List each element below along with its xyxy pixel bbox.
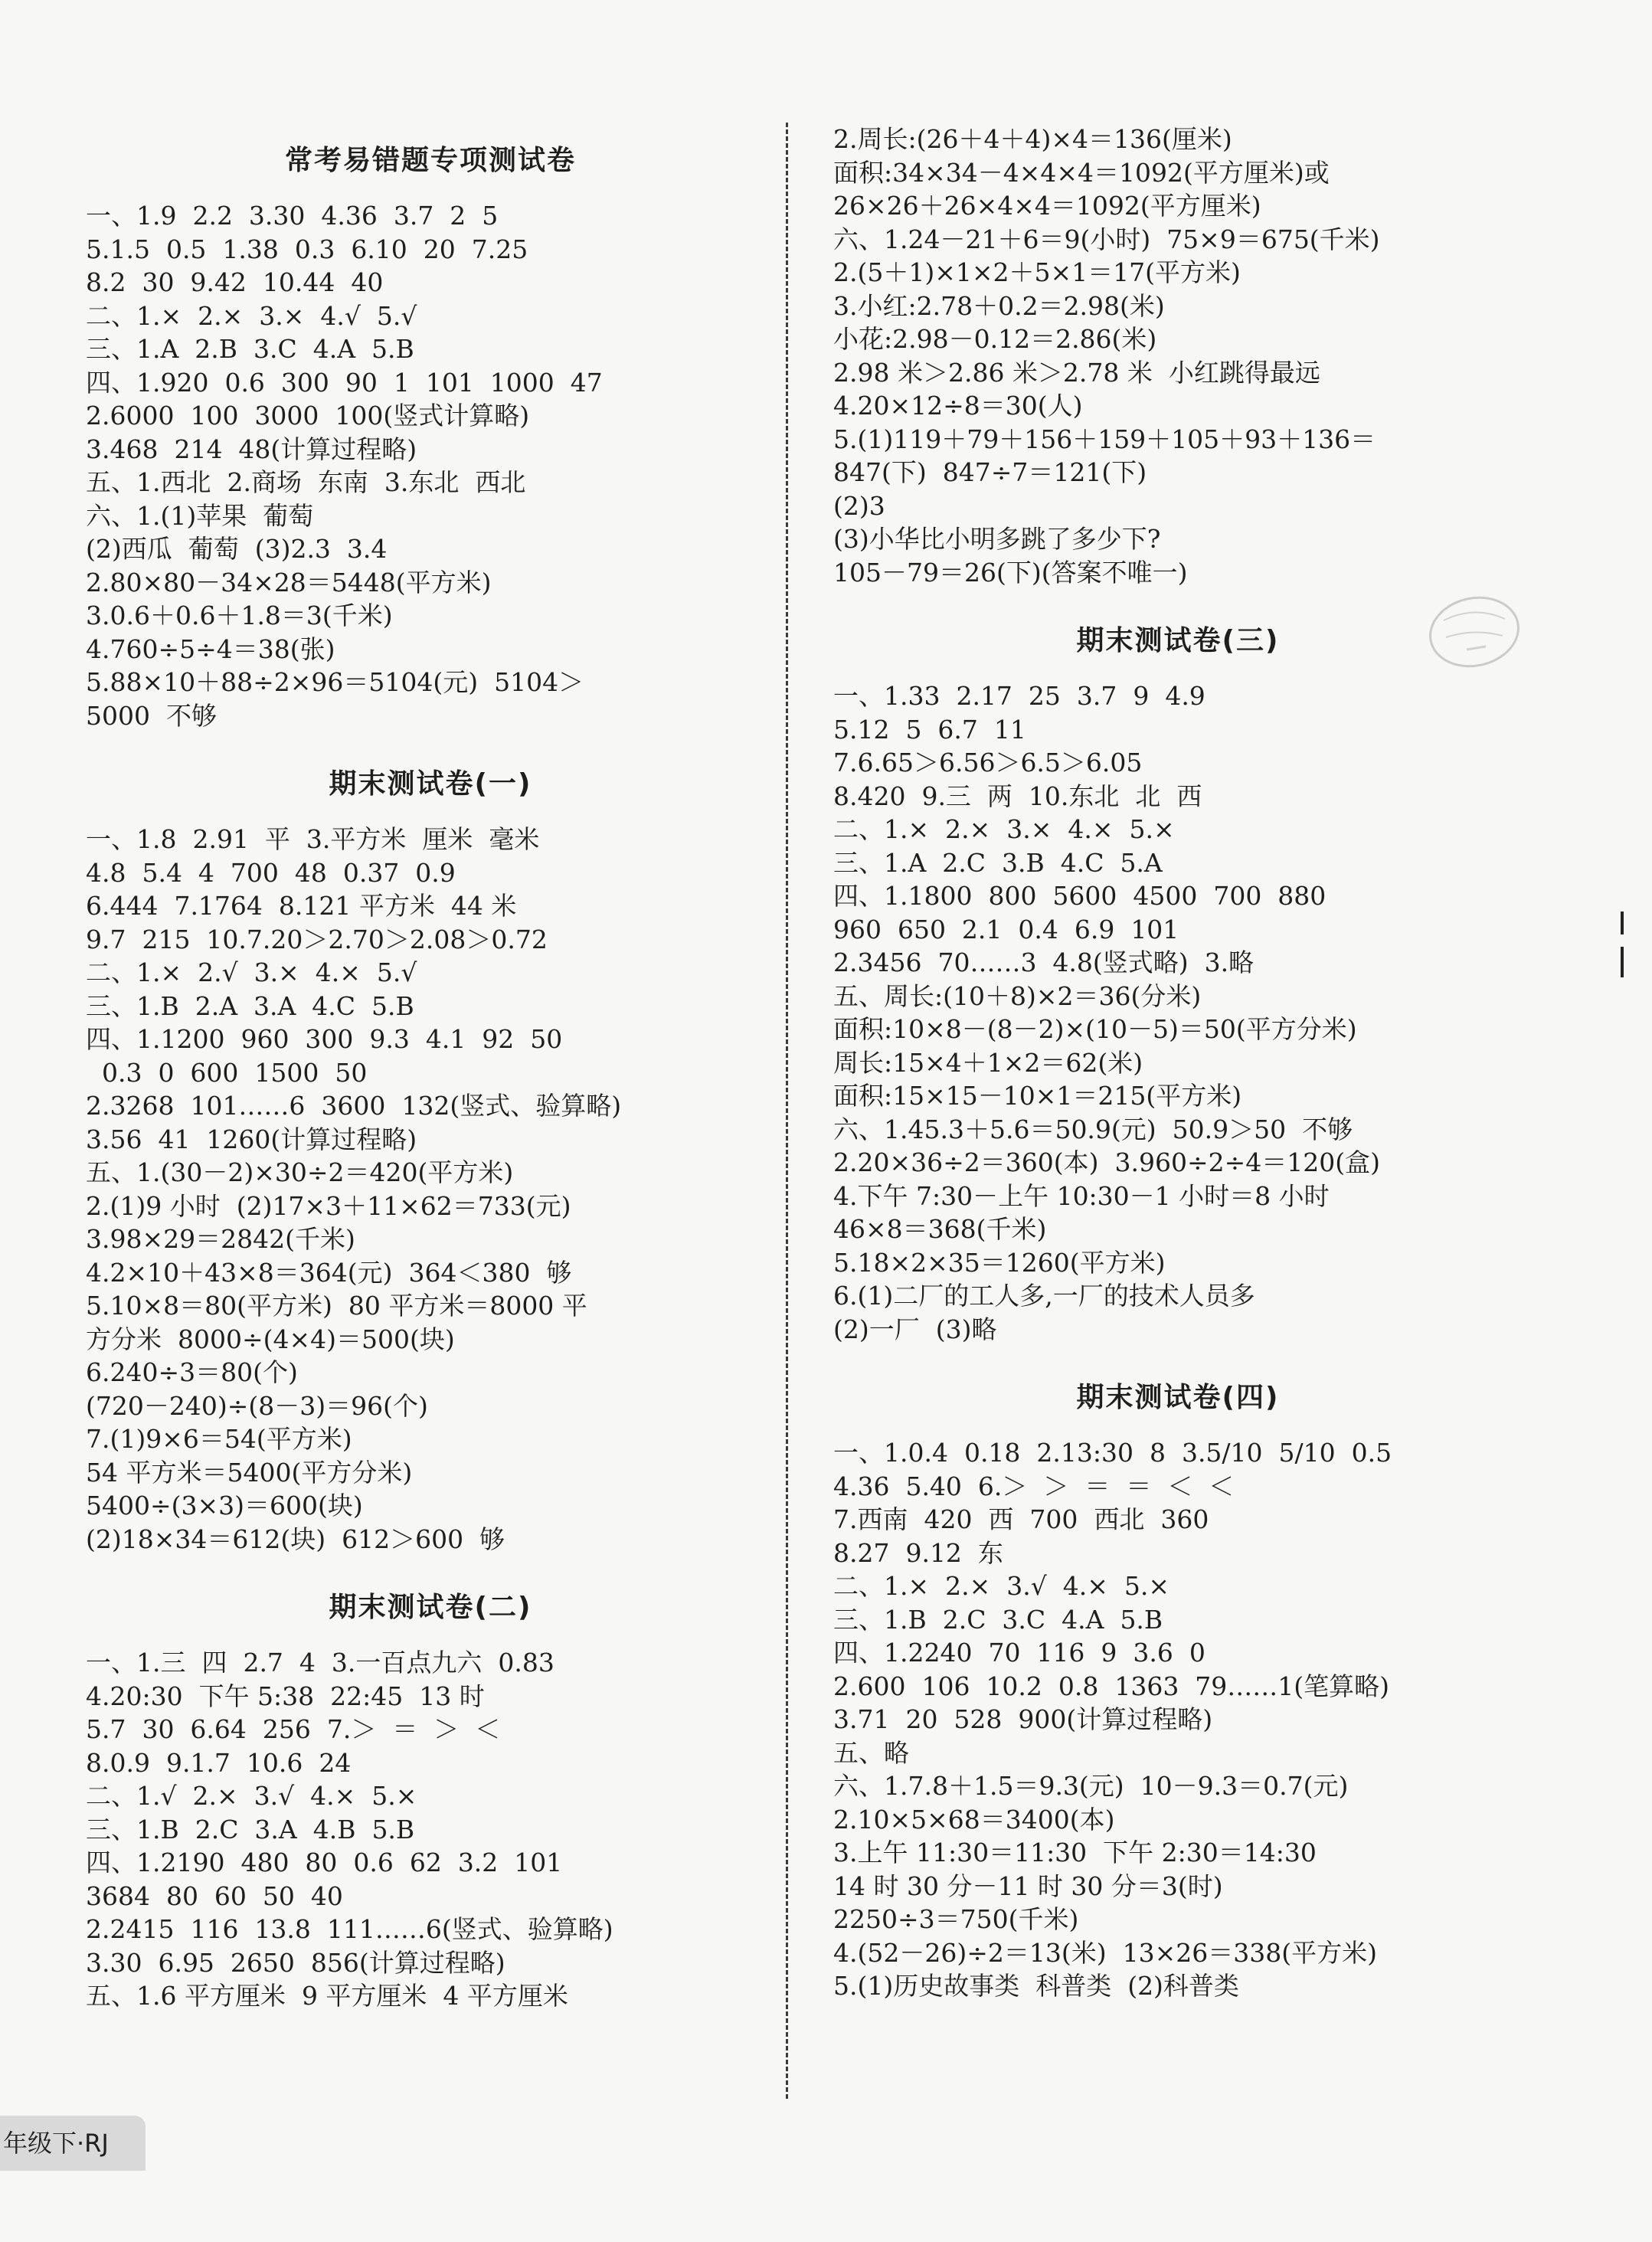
answer-line: 5.7 30 6.64 256 7.＞ ＝ ＞ ＜ <box>86 1714 501 1744</box>
answer-line: 3.71 20 528 900(计算过程略) <box>833 1704 1213 1734</box>
answer-line: 二、1.× 2.× 3.× 4.√ 5.√ <box>86 300 417 331</box>
answer-line: 一、1.33 2.17 25 3.7 9 4.9 <box>833 681 1205 711</box>
answer-line: 五、1.西北 2.商场 东南 3.东北 西北 <box>86 467 526 497</box>
left-column <box>86 123 775 2013</box>
answer-line: 五、1.6 平方厘米 9 平方厘米 4 平方厘米 <box>86 1981 568 2011</box>
answer-line: 26×26＋26×4×4＝1092(平方厘米) <box>833 191 1261 221</box>
answer-line: 7.6.65＞6.56＞6.5＞6.05 <box>833 748 1143 777</box>
answer-line: 2.80×80－34×28＝5448(平方米) <box>86 567 492 597</box>
section-body <box>833 679 1523 1346</box>
answer-line: 4.2×10＋43×8＝364(元) 364＜380 够 <box>86 1257 572 1288</box>
answer-line: 一、1.8 2.91 平 3.平方米 厘米 毫米 <box>86 824 540 854</box>
answer-line: (3)小华比小明多跳了多少下? <box>833 524 1161 554</box>
answer-line: 3.468 214 48(计算过程略) <box>86 434 417 464</box>
answer-line: 6.240÷3＝80(个) <box>86 1357 298 1387</box>
answer-line: 面积:10×8－(8－2)×(10－5)＝50(平方分米) <box>833 1014 1357 1044</box>
answer-line: 847(下) 847÷7＝121(下) <box>833 457 1147 487</box>
section-title: 期末测试卷(二) <box>329 1592 532 1623</box>
answer-line: 6.(1)二厂的工人多,一厂的技术人员多 <box>833 1281 1255 1311</box>
answer-line: (720－240)÷(8－3)＝96(个) <box>86 1390 428 1421</box>
answer-line: 5.1.5 0.5 1.38 0.3 6.10 20 7.25 <box>86 234 528 264</box>
answer-line: 六、1.24－21＋6＝9(小时) 75×9＝675(千米) <box>833 224 1380 254</box>
answer-line: (2)3 <box>833 490 885 521</box>
answer-line: 四、1.2190 480 80 0.6 62 3.2 101 <box>86 1848 563 1877</box>
section-body <box>86 823 775 1556</box>
section-body <box>833 123 1523 589</box>
answer-line: 4.36 5.40 6.＞ ＞ ＝ ＝ ＜ ＜ <box>833 1471 1235 1501</box>
answer-line: 5.88×10＋88÷2×96＝5104(元) 5104＞ <box>86 667 584 697</box>
answer-line: 一、1.三 四 2.7 4 3.一百点九六 0.83 <box>86 1648 554 1677</box>
answer-line: 五、略 <box>833 1737 909 1768</box>
answer-line: 4.20:30 下午 5:38 22:45 13 时 <box>86 1681 485 1711</box>
answer-line: 3.上午 11:30＝11:30 下午 2:30＝14:30 <box>833 1838 1317 1867</box>
section-title: 常考易错题专项测试卷 <box>284 145 576 176</box>
answer-line: 7.西南 420 西 700 西北 360 <box>833 1504 1209 1534</box>
answer-line: 4.(52－26)÷2＝13(米) 13×26＝338(平方米) <box>833 1937 1377 1968</box>
answer-line: 三、1.B 2.A 3.A 4.C 5.B <box>86 990 414 1021</box>
answer-line: 2.6000 100 3000 100(竖式计算略) <box>86 401 530 430</box>
answer-line: 六、1.45.3＋5.6＝50.9(元) 50.9＞50 不够 <box>833 1114 1353 1144</box>
answer-line: 4.下午 7:30－上午 10:30－1 小时＝8 小时 <box>833 1180 1330 1211</box>
answer-line: 7.(1)9×6＝54(平方米) <box>86 1424 352 1454</box>
answer-line: 8.0.9 9.1.7 10.6 24 <box>86 1747 352 1778</box>
answer-line: 3684 80 60 50 40 <box>86 1880 343 1911</box>
section-body <box>86 199 775 732</box>
answer-line: 四、1.920 0.6 300 90 1 101 1000 47 <box>86 367 603 398</box>
watermark-stamp-icon <box>1425 590 1524 674</box>
answer-line: 4.760÷5÷4＝38(张) <box>86 633 335 664</box>
answer-line: 2.(1)9 小时 (2)17×3＋11×62＝733(元) <box>86 1190 571 1221</box>
answer-line: 周长:15×4＋1×2＝62(米) <box>833 1047 1143 1078</box>
scan-edge-marks <box>1621 912 1627 1003</box>
column-divider <box>786 123 788 2099</box>
answer-line: 3.98×29＝2842(千米) <box>86 1224 355 1254</box>
answer-line: 3.小红:2.78＋0.2＝2.98(米) <box>833 290 1165 321</box>
section-body <box>833 1436 1523 2003</box>
answer-line: 2.周长:(26＋4＋4)×4＝136(厘米) <box>833 124 1232 154</box>
answer-line: (2)一厂 (3)略 <box>833 1314 997 1344</box>
section-title: 期末测试卷(四) <box>1076 1382 1280 1413</box>
answer-line: 5.12 5 6.7 11 <box>833 714 1026 745</box>
answer-line: 2.3268 101……6 3600 132(竖式、验算略) <box>86 1091 622 1121</box>
answer-line: 3.30 6.95 2650 856(计算过程略) <box>86 1947 505 1978</box>
answer-line: 三、1.A 2.B 3.C 4.A 5.B <box>86 334 414 364</box>
answer-line: 9.7 215 10.7.20＞2.70＞2.08＞0.72 <box>86 924 548 954</box>
answer-line: 8.27 9.12 东 <box>833 1537 1003 1568</box>
answer-line: 四、1.1200 960 300 9.3 4.1 92 50 <box>86 1024 563 1054</box>
answer-line: 五、周长:(10＋8)×2＝36(分米) <box>833 980 1202 1011</box>
answer-line: 2.2415 116 13.8 111……6(竖式、验算略) <box>86 1914 613 1944</box>
answer-line: 5400÷(3×3)＝600(块) <box>86 1491 363 1520</box>
answer-line: 六、1.(1)苹果 葡萄 <box>86 500 314 531</box>
answer-line: 4.20×12÷8＝30(人) <box>833 391 1083 421</box>
answer-line: 五、1.(30－2)×30÷2＝420(平方米) <box>86 1157 514 1187</box>
answer-line: 2.(5＋1)×1×2＋5×1＝17(平方米) <box>833 257 1241 287</box>
answer-line: 面积:15×15－10×1＝215(平方米) <box>833 1081 1242 1111</box>
answer-line: 2.3456 70……3 4.8(竖式略) 3.略 <box>833 948 1255 977</box>
answer-line: 三、1.B 2.C 3.C 4.A 5.B <box>833 1604 1163 1635</box>
answer-line: 105－79＝26(下)(答案不唯一) <box>833 557 1188 588</box>
answer-line: 四、1.2240 70 116 9 3.6 0 <box>833 1638 1205 1668</box>
answer-line: 一、1.0.4 0.18 2.13:30 8 3.5/10 5/10 0.5 <box>833 1438 1392 1468</box>
answer-line: 3.56 41 1260(计算过程略) <box>86 1124 417 1154</box>
answer-line: 2.20×36÷2＝360(本) 3.960÷2÷4＝120(盒) <box>833 1147 1380 1177</box>
answer-line: 4.8 5.4 4 700 48 0.37 0.9 <box>86 857 456 888</box>
answer-line: 二、1.× 2.× 3.√ 4.× 5.× <box>833 1571 1169 1601</box>
answer-line: (2)西瓜 葡萄 (3)2.3 3.4 <box>86 534 388 564</box>
answer-line: 5.(1)119＋79＋156＋159＋105＋93＋136＝ <box>833 424 1376 454</box>
answer-line: 二、1.√ 2.× 3.√ 4.× 5.× <box>86 1781 417 1811</box>
answer-line: 2250÷3＝750(千米) <box>833 1904 1079 1934</box>
answer-line: 四、1.1800 800 5600 4500 700 880 <box>833 881 1327 911</box>
answer-line: 三、1.A 2.C 3.B 4.C 5.A <box>833 847 1163 878</box>
answer-line: 2.98 米＞2.86 米＞2.78 米 小红跳得最远 <box>833 357 1320 388</box>
answer-line: 三、1.B 2.C 3.A 4.B 5.B <box>86 1814 415 1844</box>
answer-line: 小花:2.98－0.12＝2.86(米) <box>833 324 1157 354</box>
answer-line: 5.18×2×35＝1260(平方米) <box>833 1247 1166 1278</box>
answer-line: 二、1.× 2.√ 3.× 4.× 5.√ <box>86 957 417 987</box>
right-column <box>833 123 1523 2003</box>
answer-line: 54 平方米＝5400(平方分米) <box>86 1457 413 1488</box>
footer-grade-tab: 年级下·RJ <box>0 2116 146 2171</box>
section-title: 期末测试卷(三) <box>1076 625 1280 656</box>
answer-line: (2)18×34＝612(块) 612＞600 够 <box>86 1524 505 1554</box>
answer-line: 2.600 106 10.2 0.8 1363 79……1(笔算略) <box>833 1671 1390 1701</box>
answer-line: 0.3 0 600 1500 50 <box>86 1057 368 1088</box>
answer-line: 14 时 30 分－11 时 30 分＝3(时) <box>833 1871 1223 1901</box>
answer-line: 960 650 2.1 0.4 6.9 101 <box>833 914 1179 944</box>
answer-line: 46×8＝368(千米) <box>833 1214 1047 1244</box>
section-title: 期末测试卷(一) <box>329 768 532 800</box>
answer-line: 一、1.9 2.2 3.30 4.36 3.7 2 5 <box>86 201 499 231</box>
answer-line: 5000 不够 <box>86 700 217 731</box>
answer-line: 面积:34×34－4×4×4＝1092(平方厘米)或 <box>833 157 1330 188</box>
answer-line: 8.2 30 9.42 10.44 40 <box>86 267 384 297</box>
answer-line: 二、1.× 2.× 3.× 4.× 5.× <box>833 814 1175 844</box>
answer-line: 6.444 7.1764 8.121 平方米 44 米 <box>86 891 517 921</box>
answer-line: 5.10×8＝80(平方米) 80 平方米＝8000 平 <box>86 1291 587 1321</box>
answer-line: 六、1.7.8＋1.5＝9.3(元) 10－9.3＝0.7(元) <box>833 1771 1349 1801</box>
answer-line: 5.(1)历史故事类 科普类 (2)科普类 <box>833 1971 1239 2001</box>
answer-line: 方分米 8000÷(4×4)＝500(块) <box>86 1324 455 1354</box>
answer-line: 3.0.6＋0.6＋1.8＝3(千米) <box>86 601 393 630</box>
answer-line: 8.420 9.三 两 10.东北 北 西 <box>833 781 1202 811</box>
section-body <box>86 1646 775 2013</box>
answer-line: 2.10×5×68＝3400(本) <box>833 1804 1115 1835</box>
